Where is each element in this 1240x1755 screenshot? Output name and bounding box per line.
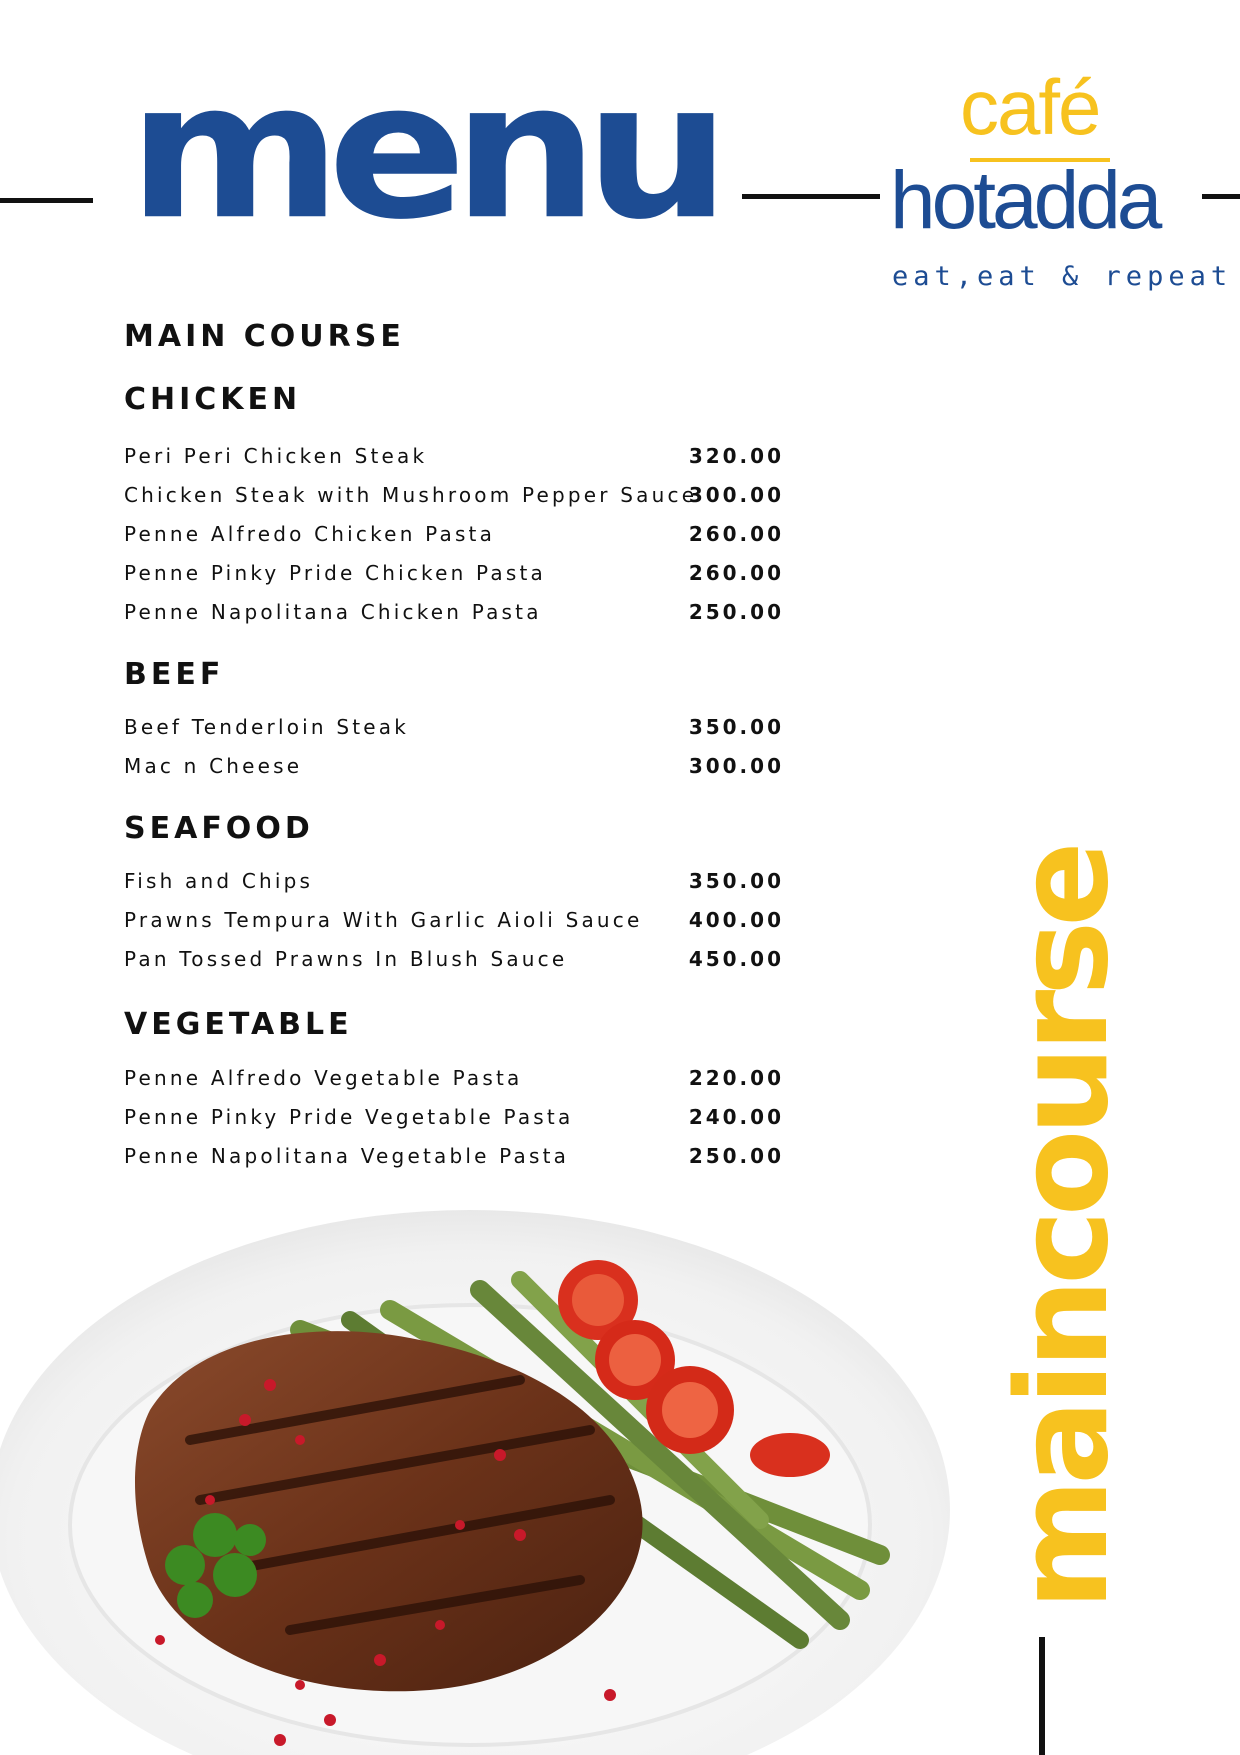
menu-item-name: Prawns Tempura With Garlic Aioli Sauce	[124, 908, 643, 932]
menu-item-name: Penne Alfredo Chicken Pasta	[124, 522, 496, 546]
menu-item	[124, 600, 784, 630]
menu-item-price: 250.00	[688, 1144, 784, 1168]
menu-item-price: 220.00	[688, 1066, 784, 1090]
menu-item-name: Penne Napolitana Vegetable Pasta	[124, 1144, 570, 1168]
menu-item-name: Peri Peri Chicken Steak	[124, 444, 428, 468]
menu-item	[124, 561, 784, 591]
side-label-maincourse: maincourse	[989, 847, 1136, 1610]
section-title-vegetable: VEGETABLE	[124, 1007, 353, 1042]
steak-plate-photo	[0, 1180, 960, 1755]
cafe-logo	[880, 63, 1233, 308]
page-title: menu	[128, 42, 717, 262]
logo-tagline: eat,eat & repeat	[892, 261, 1233, 292]
menu-item	[124, 1066, 784, 1096]
menu-item	[124, 1144, 784, 1174]
menu-item-name: Penne Pinky Pride Chicken Pasta	[124, 561, 546, 585]
menu-item-price: 240.00	[688, 1105, 784, 1129]
menu-item	[124, 908, 784, 938]
menu-item-price: 450.00	[688, 947, 784, 971]
menu-item-price: 320.00	[688, 444, 784, 468]
menu-item	[124, 483, 784, 513]
menu-item	[124, 947, 784, 977]
section-title-chicken: CHICKEN	[124, 382, 302, 417]
menu-item-price: 260.00	[688, 522, 784, 546]
menu-item	[124, 754, 784, 784]
menu-item-price: 260.00	[688, 561, 784, 585]
menu-item	[124, 444, 784, 474]
section-title-beef: BEEF	[124, 657, 225, 692]
middle-rule	[742, 194, 880, 199]
menu-item	[124, 1105, 784, 1135]
menu-heading: MAIN COURSE	[124, 319, 405, 354]
menu-item-price: 300.00	[688, 754, 784, 778]
menu-item-name: Fish and Chips	[124, 869, 314, 893]
vertical-bar	[1039, 1637, 1045, 1755]
menu-item-name: Penne Pinky Pride Vegetable Pasta	[124, 1105, 574, 1129]
menu-item-name: Penne Alfredo Vegetable Pasta	[124, 1066, 523, 1090]
menu-item-price: 300.00	[688, 483, 784, 507]
menu-item	[124, 522, 784, 552]
menu-item-price: 350.00	[688, 869, 784, 893]
menu-item-name: Beef Tenderloin Steak	[124, 715, 410, 739]
menu-item-price: 400.00	[688, 908, 784, 932]
left-rule	[0, 198, 93, 203]
menu-item-name: Penne Napolitana Chicken Pasta	[124, 600, 542, 624]
menu-item	[124, 869, 784, 899]
menu-item	[124, 715, 784, 745]
section-title-seafood: SEAFOOD	[124, 811, 314, 846]
logo-brand-name: hotadda	[890, 155, 1159, 246]
logo-cafe-text: café	[960, 63, 1100, 151]
menu-item-price: 350.00	[688, 715, 784, 739]
menu-item-name: Mac n Cheese	[124, 754, 303, 778]
menu-item-name: Chicken Steak with Mushroom Pepper Sauce	[124, 483, 698, 507]
menu-item-name: Pan Tossed Prawns In Blush Sauce	[124, 947, 568, 971]
menu-item-price: 250.00	[688, 600, 784, 624]
